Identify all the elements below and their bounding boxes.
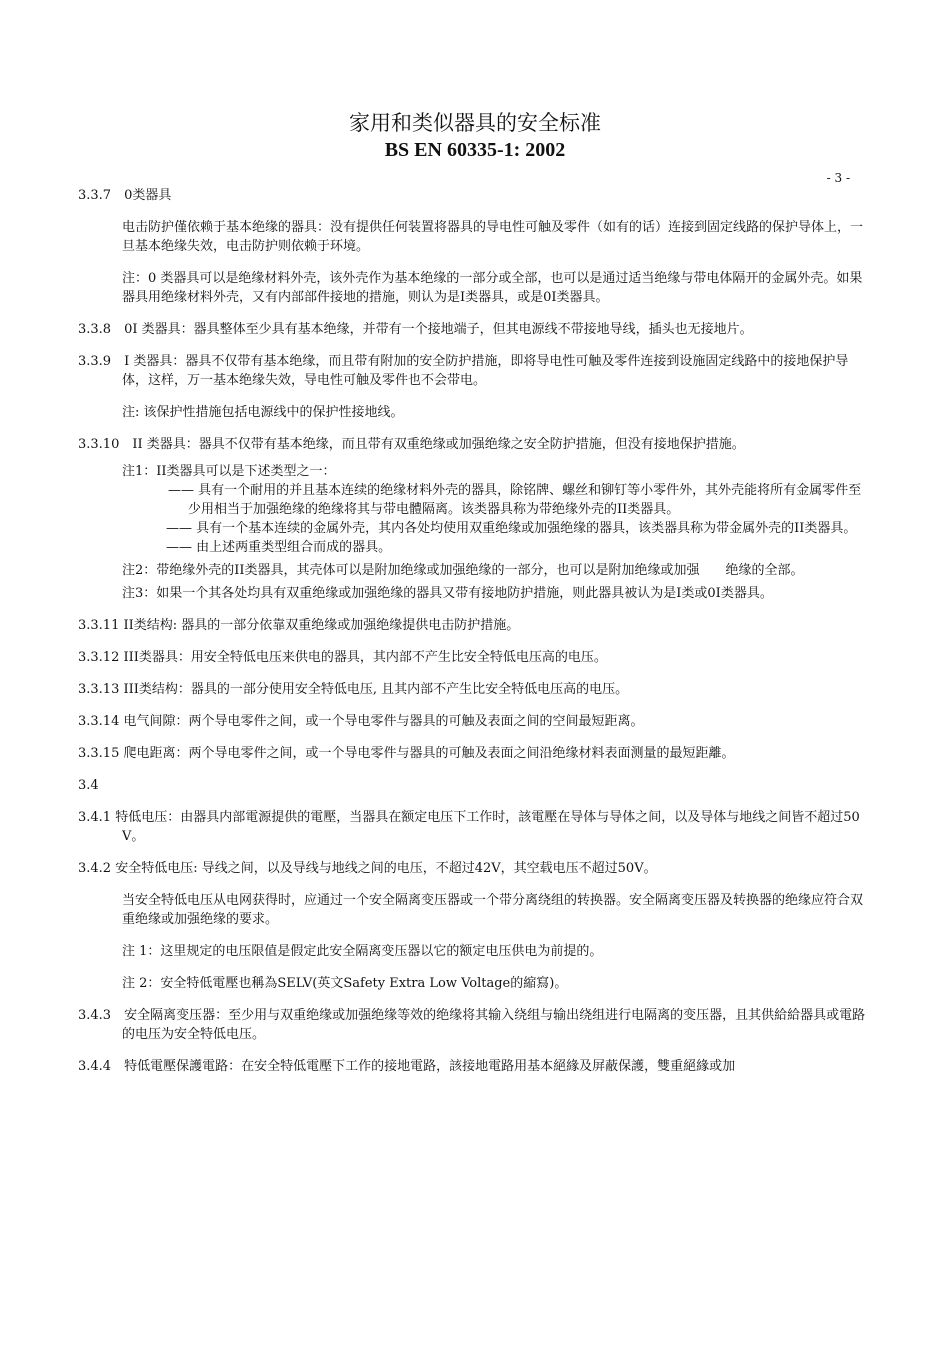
clause-3-3-7-heading: 3.3.7 0类器具 [78,188,172,203]
clause-3-3-8: 3.3.8 0I 类器具：器具整体至少具有基本绝缘，并带有一个接地端子，但其电源线不带接地导线，插头也无接地片。 [78,322,753,337]
clause-3-3-10-dash-item-1: —— 具有一个耐用的并且基本连续的绝缘材料外壳的器具，除铭牌、螺丝和铆钉等小零件外，其外壳能将所有金属零件至少用相当于加强绝缘的绝缘将其与带电體隔离。该类器具称为带绝缘外壳的II类器具。 [168,483,862,517]
clause-3-3-7-definition: 电击防护僅依赖于基本绝缘的器具：没有提供任何装置将器具的导电性可触及零件（如有的话）连接到固定线路的保护导体上，一旦基本绝缘失效，电击防护则依赖于环境。 [122,220,864,254]
clause-3-3-7-note: 注：0 类器具可以是绝缘材料外壳，该外壳作为基本绝缘的一部分或全部，也可以是通过适当绝缘与带电体隔开的金属外壳。如果器具用绝缘材料外壳，又有内部部件接地的措施，则认为是I类器具，或是0I类器具。 [122,271,863,305]
clause-3-3-10-dash-item-3: —— 由上述两重类型组合而成的器具。 [166,540,392,555]
clause-3-3-10-note-3: 注3：如果一个其各处均具有双重绝缘或加强绝缘的器具又带有接地防护措施，则此器具被认为是I类或0I类器具。 [122,586,773,601]
clause-3-3-10-note-2: 注2：带绝缘外壳的II类器具，其壳体可以是附加绝缘或加强绝缘的一部分，也可以是附加绝缘或加强 绝缘的全部。 [122,563,804,578]
clause-3-3-13: 3.3.13 III类结构：器具的一部分使用安全特低电压, 且其内部不产生比安全特低电压高的电压。 [78,682,629,697]
document-body [78,186,872,1076]
clause-3-4-2-paragraph: 当安全特低电压从电网获得时，应通过一个安全隔离变压器或一个带分离绕组的转换器。安全隔离变压器及转换器的绝缘应符合双重绝缘或加强绝缘的要求。 [122,893,864,927]
clause-3-3-10-note-1: 注1：II类器具可以是下述类型之一： [122,464,336,479]
clause-3-3-9-note: 注: 该保护性措施包括电源线中的保护性接地线。 [122,405,404,420]
clause-3-4-3: 3.4.3 安全隔离变压器：至少用与双重绝缘或加强绝缘等效的绝缘将其输入绕组与输出绕组进行电隔离的变压器，且其供給給器具或電路的电压为安全特低电压。 [78,1008,866,1042]
clause-3-4-heading: 3.4 [78,778,99,793]
clause-3-4-1: 3.4.1 特低电压：由器具内部電源提供的電壓，当器具在额定电压下工作时，該電壓在导体与导体之间，以及导体与地线之间皆不超过50V。 [78,810,860,844]
clause-3-4-4: 3.4.4 特低電壓保護電路：在安全特低電壓下工作的接地電路，該接地電路用基本絕緣及屏蔽保護，雙重絕緣或加 [78,1059,736,1074]
clause-3-3-11: 3.3.11 II类结构: 器具的一部分依靠双重绝缘或加强绝缘提供电击防护措施。 [78,618,520,633]
clause-3-3-10-dash-item-2: —— 具有一个基本连续的金属外壳，其内各处均使用双重绝缘或加强绝缘的器具，该类器具称为带金属外壳的II类器具。 [166,521,857,536]
clause-3-3-14: 3.3.14 电气间隙：两个导电零件之间，或一个导电零件与器具的可触及表面之间的空间最短距离。 [78,714,644,729]
clause-3-4-2-note-1: 注 1：这里规定的电压限值是假定此安全隔离变压器以它的额定电压供电为前提的。 [122,944,603,959]
clause-3-3-15: 3.3.15 爬电距离：两个导电零件之间，或一个导电零件与器具的可触及表面之间沿绝缘材料表面测量的最短距離。 [78,746,735,761]
page-number: - 3 - [826,171,850,185]
document-title-standard: BS EN 60335-1: 2002 [384,139,566,161]
clause-3-3-10: 3.3.10 II 类器具：器具不仅带有基本绝缘，而且带有双重绝缘或加强绝缘之安全防护措施，但没有接地保护措施。 [78,437,745,452]
clause-3-3-9: 3.3.9 I 类器具：器具不仅带有基本绝缘，而且带有附加的安全防护措施，即将导电性可触及零件连接到设施固定线路中的接地保护导体，这样，万一基本绝缘失效，导电性可触及零件也不会带电。 [78,354,849,388]
document-title-chinese: 家用和类似器具的安全标准 [349,111,601,135]
clause-3-4-2: 3.4.2 安全特低电压: 导线之间，以及导线与地线之间的电压，不超过42V，其空载电压不超过50V。 [78,861,657,876]
clause-3-3-12: 3.3.12 III类器具：用安全特低电压来供电的器具，其内部不产生比安全特低电压高的电压。 [78,650,607,665]
clause-3-4-2-note-2: 注 2：安全特低電壓也稱為SELV(英文Safety Extra Low Voltage的縮寫)。 [122,976,568,991]
